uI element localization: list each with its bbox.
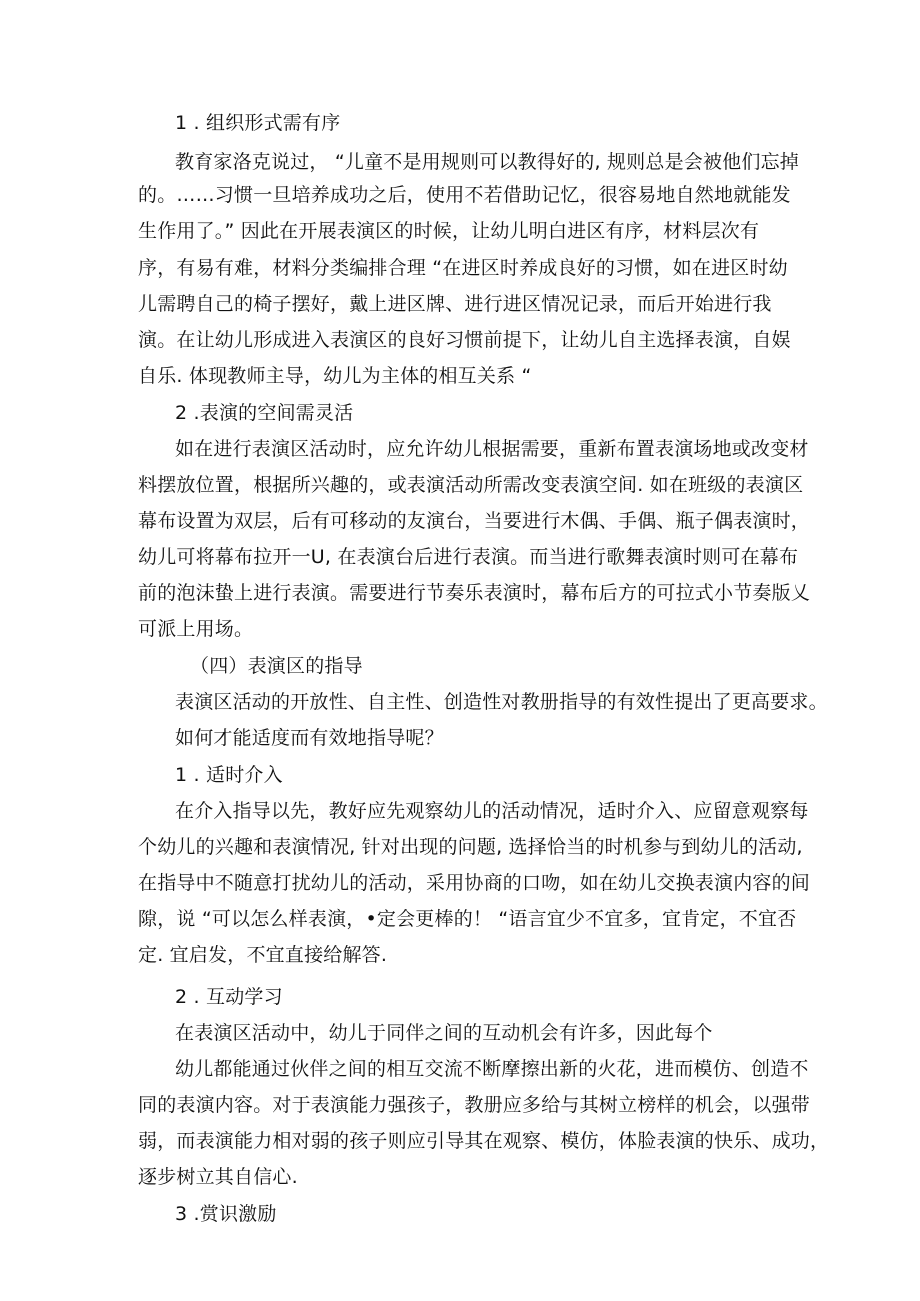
paragraph-line: 序，有易有难，材料分类编排合理 “在进区时养成良好的习惯，如在进区时幼 [138, 257, 788, 279]
paragraph-line: 可派上用场。 [138, 618, 254, 640]
paragraph-line: 在介入指导以先，教好应先观察幼儿的活动情况，适时介入、应留意观察每 [175, 800, 809, 822]
paragraph-line: 隙，说 “可以怎么样表演，•定会更棒的！ “语言宜少不宜多，宜肯定，不宜否 [138, 908, 797, 930]
paragraph-line: 演。在让幼儿形成进入表演区的良好习惯前提下，让幼儿自主选择表演，自娱 [138, 329, 791, 351]
paragraph-line: 在指导中不随意打扰幼儿的活动，采用协商的口吻，如在幼儿交换表演内容的间 [138, 872, 811, 894]
section-heading-encouragement: 3 .赏识激励 [175, 1203, 277, 1225]
section-heading-order: 1 . 组织形式需有序 [175, 112, 341, 134]
paragraph-line: 弱，而表演能力相对弱的孩子则应引导其在观察、模仿，体脸表演的快乐、成功， [138, 1130, 830, 1152]
paragraph-line: 如在进行表演区活动时，应允许幼儿根据需要，重新布置表演场地或改变材 [175, 438, 809, 460]
paragraph-line: 儿需聘自己的椅子摆好，戴上进区牌、进行进区情况记录，而后开始进行我 [138, 293, 772, 315]
paragraph-line: 逐步树立其自信心. [138, 1166, 298, 1188]
paragraph-line: 教育家洛克说过， “儿童不是用规则可以教得好的, 规则总是会被他们忘掉 [175, 151, 799, 173]
paragraph-line: 个幼儿的兴趣和表演情况, 针对出现的问题, 选择恰当的时机参与到幼儿的活动, [138, 836, 803, 858]
paragraph-line: 生作用了。” 因此在开展表演区的时候，让幼儿明白进区有序，材料层次有 [138, 220, 760, 242]
paragraph-line: 幕布设置为双层，后有可移动的友演台，当要进行木偶、手偶、瓶子偶表演时， [138, 510, 811, 532]
paragraph-line: 自乐. 体现教师主导，幼儿为主体的相互关系 “ [138, 365, 532, 387]
paragraph-line: 的。……习惯一旦培养成功之后，使用不若借助记忆，很容易地自然地就能发 [138, 184, 791, 206]
section-heading-space: 2 .表演的空间需灵活 [175, 402, 354, 424]
paragraph-line: 如何才能适度而有效地指导呢？ [175, 727, 444, 749]
section-heading-interaction: 2 . 互动学习 [175, 986, 283, 1008]
paragraph-line: 幼儿可将幕布拉开一U, 在表演台后进行表演。而当进行歌舞表演时则可在幕布 [138, 546, 799, 568]
section-heading-timely: 1 . 适时介入 [175, 764, 283, 786]
paragraph-line: 前的泡沫蛰上进行表演。需要进行节奏乐表演时，幕布后方的可拉式小节奏版乂 [138, 582, 811, 604]
paragraph-line: 表演区活动的开放性、自主性、创造性对教册指导的有效性提出了更高要求。 [175, 691, 828, 713]
section-heading-guidance: （四）表演区的指导 [190, 655, 363, 677]
paragraph-line: 在表演区活动中，幼儿于同伴之间的互动机会有许多，因此每个 [175, 1022, 713, 1044]
paragraph-line: 幼儿都能通过伙伴之间的相互交流不断摩擦出新的火花，进而模仿、创造不 [175, 1058, 809, 1080]
paragraph-line: 定. 宜启发，不宜直接给解答. [138, 944, 388, 966]
paragraph-line: 同的表演内容。对于表演能力强孩子，教册应多给与其树立榜样的机会，以强带 [138, 1094, 811, 1116]
paragraph-line: 料摆放位置，根据所兴趣的，或表演活动所需改变表演空间. 如在班级的表演区 [138, 474, 804, 496]
